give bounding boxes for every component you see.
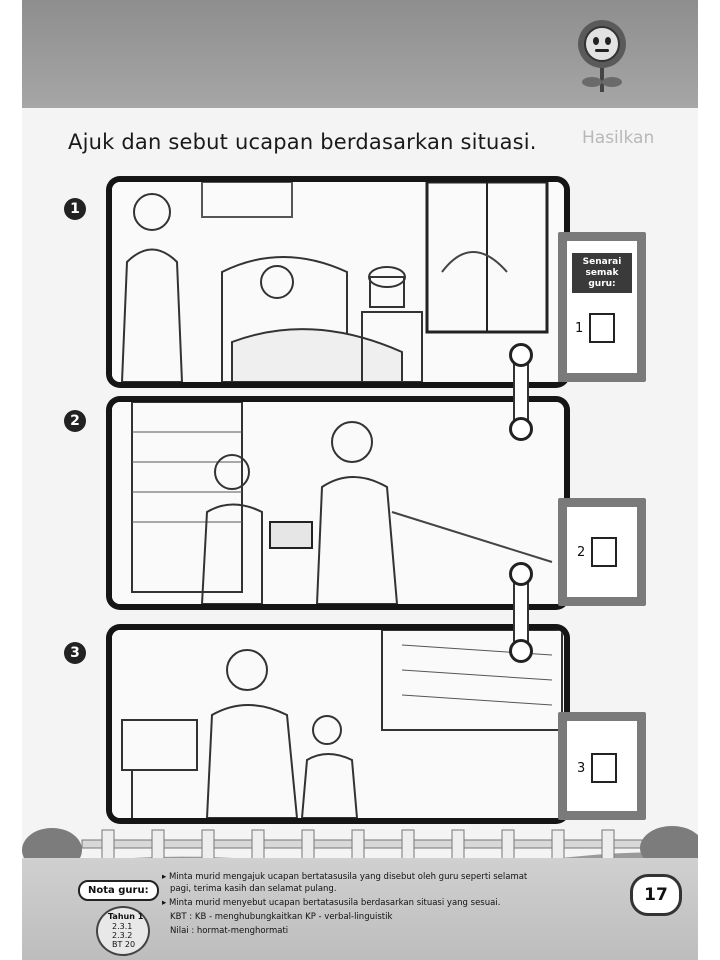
note-line-4: KBT : KB - menghubungkaitkan KP - verbal-linguistik [170, 912, 393, 922]
note-line-5: Nilai : hormat-menghormati [170, 926, 289, 936]
connector-ring [509, 639, 533, 663]
note-line-3: ▸ Minta murid menyebut ucapan bertatasusila berdasarkan situasi yang sesuai. [162, 898, 501, 908]
workbook-page [22, 0, 698, 960]
checkbox-3[interactable] [591, 753, 617, 783]
page-number: 17 [630, 874, 682, 916]
scene-illustration-2 [112, 402, 564, 604]
checkbox-2[interactable] [591, 537, 617, 567]
tahun-label: Tahun 1 [108, 912, 144, 921]
badge-code-2: 2.3.2 [112, 931, 133, 940]
scene-number-3: 3 [64, 642, 86, 664]
scene-frame-3 [106, 624, 570, 824]
badge-code-1: 2.3.1 [112, 922, 133, 931]
checklist-number-2: 2 [577, 545, 586, 560]
checklist-panel-2 [558, 498, 646, 606]
checkbox-1[interactable] [589, 313, 615, 343]
note-line-1: ▸ Minta murid mengajuk ucapan bertatasusila yang disebut oleh guru seperti selamat [162, 872, 528, 882]
tahun-badge [96, 906, 150, 956]
checklist-number-1: 1 [575, 321, 584, 336]
scene-frame-1 [106, 176, 570, 388]
checklist-number-3: 3 [577, 761, 586, 776]
note-line-2: pagi, terima kasih dan selamat pulang. [170, 884, 337, 894]
connector-ring [509, 562, 533, 586]
scene-number-2: 2 [64, 410, 86, 432]
checklist-panel-3 [558, 712, 646, 820]
ghost-title: Hasilkan [582, 128, 655, 148]
flower-mascot-icon [570, 18, 634, 98]
scene-illustration-1 [112, 182, 564, 382]
badge-code-3: BT 20 [112, 940, 136, 949]
connector-ring [509, 343, 533, 367]
scene-number-1: 1 [64, 198, 86, 220]
checklist-panel-1 [558, 232, 646, 382]
scene-illustration-3 [112, 630, 564, 818]
page-title: Ajuk dan sebut ucapan berdasarkan situasi. [68, 130, 537, 154]
checklist-header: Senarai semak guru: [572, 253, 632, 293]
connector-ring [509, 417, 533, 441]
nota-guru-label: Nota guru: [78, 880, 159, 901]
scene-frame-2 [106, 396, 570, 610]
